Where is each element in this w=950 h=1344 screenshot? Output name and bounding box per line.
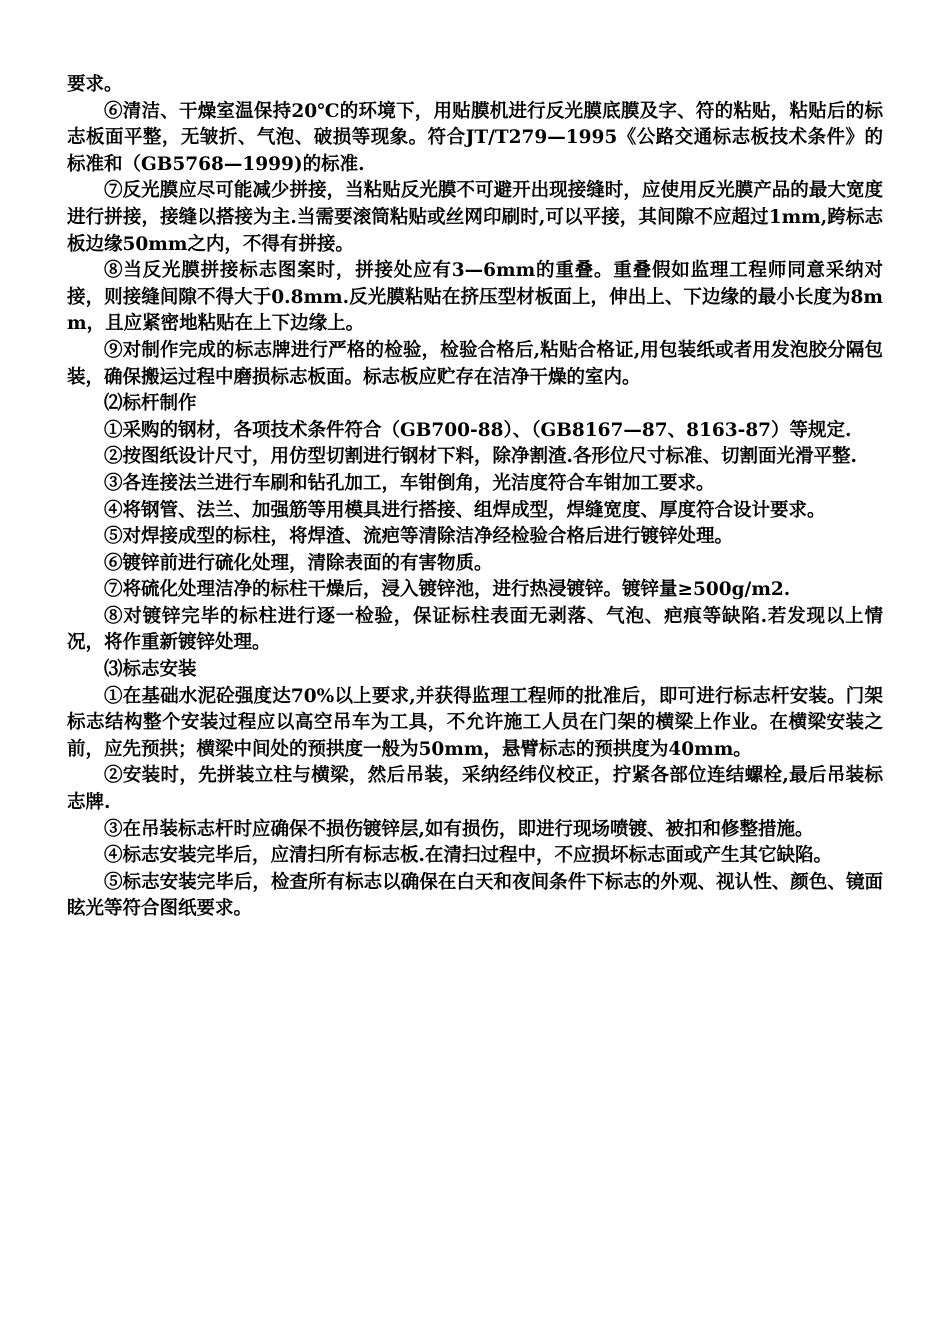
paragraph-requirement-end: 要求。 [67, 74, 123, 95]
paragraph-install-step-4: ④标志安装完毕后，应清扫所有标志板.在清扫过程中，不应损坏标志面或产生其它缺陷。 [104, 845, 832, 867]
paragraph-pole-step-7: ⑦将硫化处理洁净的标柱干燥后，浸入镀锌池，进行热浸镀锌。镀锌量≥500g/m2. [104, 579, 791, 601]
paragraph-install-step-3: ③在吊装标志杆时应确保不损伤镀锌层,如有损伤，即进行现场喷镀、被扣和修整措施。 [104, 818, 814, 840]
paragraph-pole-step-1: ①采购的钢材，各项技术条件符合（GB700-88）、（GB8167—87、8163-87）等规定. [104, 419, 852, 441]
paragraph-step-7-film-joining: ⑦反光膜应尽可能减少拼接，当粘贴反光膜不可避开出现接缝时，应使用反光膜产品的最大宽度进行拼接，接缝以搭接为主.当需要滚筒粘贴或丝网印刷时,可以平接，其间隙不应超过1mm,跨标志板边缘50mm之内，不得有拼接。 [67, 180, 883, 255]
paragraph-install-step-5: ⑤标志安装完毕后，检查所有标志以确保在白天和夜间条件下标志的外观、视认性、颜色、镜面眩光等符合图纸要求。 [67, 871, 883, 920]
paragraph-install-step-1: ①在基础水泥砼强度达70%以上要求,并获得监理工程师的批准后，即可进行标志杆安装。门架标志结构整个安装过程应以高空吊车为工具，不允许施工人员在门架的横梁上作业。在横梁安装之前，应先预拱；横梁中间处的预拱度一般为50mm，悬臂标志的预拱度为40mm。 [67, 685, 883, 760]
paragraph-pole-step-8: ⑧对镀锌完毕的标柱进行逐一检验，保证标柱表面无剥落、气泡、疤痕等缺陷.若发现以上情况，将作重新镀锌处理。 [67, 605, 883, 654]
paragraph-pole-step-2: ②按图纸设计尺寸，用仿型切割进行钢材下料，除净割渣.各形位尺寸标准、切割面光滑平整. [104, 446, 857, 468]
section-heading-pole-making: ⑵标杆制作 [104, 393, 197, 415]
section-heading-sign-installation: ⑶标志安装 [104, 659, 197, 681]
document-page [67, 72, 883, 923]
paragraph-pole-step-5: ⑤对焊接成型的标柱，将焊渣、流疤等清除洁净经检验合格后进行镀锌处理。 [104, 526, 734, 548]
paragraph-pole-step-6: ⑥镀锌前进行硫化处理，清除表面的有害物质。 [104, 552, 493, 574]
paragraph-pole-step-3: ③各连接法兰进行车刷和钻孔加工，车钳倒角，光洁度符合车钳加工要求。 [104, 472, 715, 494]
paragraph-step-6-film-pasting: ⑥清洁、干燥室温保持20℃的环境下，用贴膜机进行反光膜底膜及字、符的粘贴，粘贴后的标志板面平整，无皱折、气泡、破损等现象。符合JT/T279—1995《公路交通标志板技术条件》的标准和（GB5768—1999)的标准. [67, 100, 883, 175]
paragraph-step-8-overlap: ⑧当反光膜拼接标志图案时，拼接处应有3—6mm的重叠。重叠假如监理工程师同意采纳对接，则接缝间隙不得大于0.8mm.反光膜粘贴在挤压型材板面上，伸出上、下边缘的最小长度为8mm，且应紧密地粘贴在上下边缘上。 [67, 260, 883, 335]
paragraph-pole-step-4: ④将钢管、法兰、加强筋等用模具进行搭接、组焊成型，焊缝宽度、厚度符合设计要求。 [104, 499, 826, 521]
paragraph-step-9-inspection: ⑨对制作完成的标志牌进行严格的检验，检验合格后,粘贴合格证,用包装纸或者用发泡胶分隔包装，确保搬运过程中磨损标志板面。标志板应贮存在洁净干燥的室内。 [67, 339, 883, 388]
paragraph-install-step-2: ②安装时，先拼装立柱与横梁，然后吊装，采纳经纬仪校正，拧紧各部位连结螺栓,最后吊装标志牌. [67, 765, 883, 814]
